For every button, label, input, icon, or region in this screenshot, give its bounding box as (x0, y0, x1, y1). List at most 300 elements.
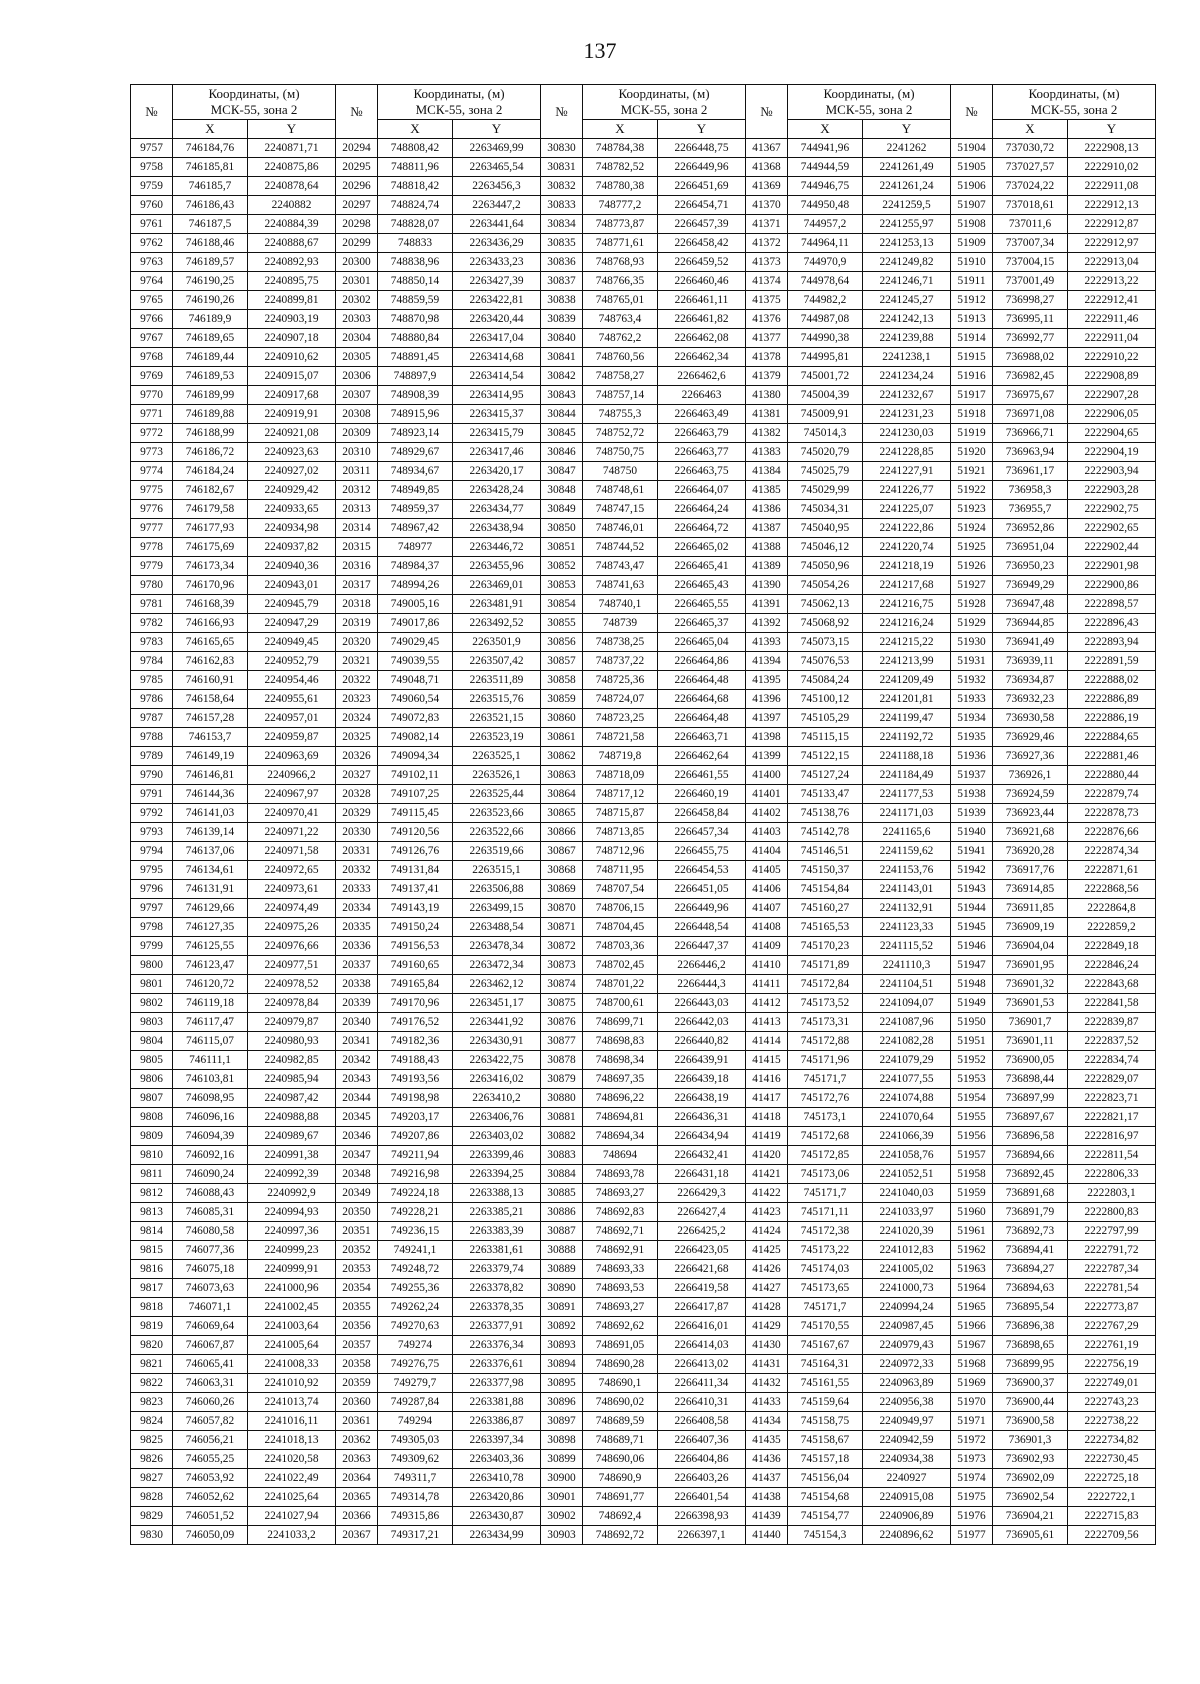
x-coordinate-cell: 748691,77 (583, 1488, 658, 1507)
y-coordinate-cell: 2240882 (248, 196, 336, 215)
point-number-cell: 9796 (131, 880, 173, 899)
x-coordinate-cell: 736926,1 (993, 766, 1068, 785)
x-coordinate-cell: 737001,49 (993, 272, 1068, 291)
header-y: Y (863, 120, 951, 139)
y-coordinate-cell: 2222880,44 (1068, 766, 1156, 785)
x-coordinate-cell: 746190,25 (173, 272, 248, 291)
table-row (131, 1374, 1156, 1393)
x-coordinate-cell: 748737,22 (583, 652, 658, 671)
header-row-xy (131, 120, 1156, 139)
point-number-cell: 30834 (541, 215, 583, 234)
table-row (131, 139, 1156, 158)
point-number-cell: 30860 (541, 709, 583, 728)
x-coordinate-cell: 736892,45 (993, 1165, 1068, 1184)
point-number-cell: 30841 (541, 348, 583, 367)
y-coordinate-cell: 2266458,42 (658, 234, 746, 253)
point-number-cell: 30842 (541, 367, 583, 386)
point-number-cell: 30854 (541, 595, 583, 614)
x-coordinate-cell: 745170,23 (788, 937, 863, 956)
y-coordinate-cell: 2222864,8 (1068, 899, 1156, 918)
y-coordinate-cell: 2266442,03 (658, 1013, 746, 1032)
point-number-cell: 9827 (131, 1469, 173, 1488)
y-coordinate-cell: 2240892,93 (248, 253, 336, 272)
point-number-cell: 20344 (336, 1089, 378, 1108)
point-number-cell: 41397 (746, 709, 788, 728)
point-number-cell: 51955 (951, 1108, 993, 1127)
point-number-cell: 20330 (336, 823, 378, 842)
y-coordinate-cell: 2263525,1 (453, 747, 541, 766)
table-row (131, 367, 1156, 386)
point-number-cell: 20314 (336, 519, 378, 538)
x-coordinate-cell: 749107,25 (378, 785, 453, 804)
point-number-cell: 20313 (336, 500, 378, 519)
y-coordinate-cell: 2263469,01 (453, 576, 541, 595)
x-coordinate-cell: 736894,27 (993, 1260, 1068, 1279)
y-coordinate-cell: 2240987,45 (863, 1317, 951, 1336)
point-number-cell: 9758 (131, 158, 173, 177)
point-number-cell: 41436 (746, 1450, 788, 1469)
point-number-cell: 9781 (131, 595, 173, 614)
x-coordinate-cell: 748746,01 (583, 519, 658, 538)
x-coordinate-cell: 736900,58 (993, 1412, 1068, 1431)
point-number-cell: 9788 (131, 728, 173, 747)
x-coordinate-cell: 746182,67 (173, 481, 248, 500)
x-coordinate-cell: 748777,2 (583, 196, 658, 215)
y-coordinate-cell: 2266465,41 (658, 557, 746, 576)
x-coordinate-cell: 745171,7 (788, 1070, 863, 1089)
point-number-cell: 51966 (951, 1317, 993, 1336)
y-coordinate-cell: 2266438,19 (658, 1089, 746, 1108)
point-number-cell: 30848 (541, 481, 583, 500)
point-number-cell: 51908 (951, 215, 993, 234)
x-coordinate-cell: 748693,27 (583, 1184, 658, 1203)
x-coordinate-cell: 748724,07 (583, 690, 658, 709)
y-coordinate-cell: 2222879,74 (1068, 785, 1156, 804)
point-number-cell: 9778 (131, 538, 173, 557)
point-number-cell: 20364 (336, 1469, 378, 1488)
x-coordinate-cell: 746146,81 (173, 766, 248, 785)
x-coordinate-cell: 736934,87 (993, 671, 1068, 690)
table-row (131, 1507, 1156, 1526)
point-number-cell: 30892 (541, 1317, 583, 1336)
x-coordinate-cell: 745173,31 (788, 1013, 863, 1032)
y-coordinate-cell: 2240915,08 (863, 1488, 951, 1507)
point-number-cell: 20343 (336, 1070, 378, 1089)
y-coordinate-cell: 2241259,5 (863, 196, 951, 215)
point-number-cell: 9776 (131, 500, 173, 519)
table-row (131, 1298, 1156, 1317)
header-coordinates-system: МСК-55, зона 2 (210, 102, 298, 117)
x-coordinate-cell: 748762,2 (583, 329, 658, 348)
point-number-cell: 9826 (131, 1450, 173, 1469)
point-number-cell: 41440 (746, 1526, 788, 1545)
y-coordinate-cell: 2240871,71 (248, 139, 336, 158)
point-number-cell: 41393 (746, 633, 788, 652)
y-coordinate-cell: 2263417,04 (453, 329, 541, 348)
x-coordinate-cell: 746168,39 (173, 595, 248, 614)
y-coordinate-cell: 2263415,37 (453, 405, 541, 424)
y-coordinate-cell: 2240910,62 (248, 348, 336, 367)
x-coordinate-cell: 748718,09 (583, 766, 658, 785)
point-number-cell: 41396 (746, 690, 788, 709)
x-coordinate-cell: 736975,67 (993, 386, 1068, 405)
point-number-cell: 9810 (131, 1146, 173, 1165)
x-coordinate-cell: 748780,38 (583, 177, 658, 196)
x-coordinate-cell: 737030,72 (993, 139, 1068, 158)
y-coordinate-cell: 2222912,41 (1068, 291, 1156, 310)
y-coordinate-cell: 2241216,24 (863, 614, 951, 633)
y-coordinate-cell: 2240927 (863, 1469, 951, 1488)
y-coordinate-cell: 2222837,52 (1068, 1032, 1156, 1051)
point-number-cell: 20310 (336, 443, 378, 462)
x-coordinate-cell: 744995,81 (788, 348, 863, 367)
x-coordinate-cell: 748784,38 (583, 139, 658, 158)
point-number-cell: 51934 (951, 709, 993, 728)
point-number-cell: 41427 (746, 1279, 788, 1298)
x-coordinate-cell: 746111,1 (173, 1051, 248, 1070)
point-number-cell: 30857 (541, 652, 583, 671)
x-coordinate-cell: 746173,34 (173, 557, 248, 576)
point-number-cell: 51974 (951, 1469, 993, 1488)
point-number-cell: 9815 (131, 1241, 173, 1260)
y-coordinate-cell: 2240954,46 (248, 671, 336, 690)
table-row (131, 576, 1156, 595)
y-coordinate-cell: 2222901,98 (1068, 557, 1156, 576)
x-coordinate-cell: 745156,04 (788, 1469, 863, 1488)
point-number-cell: 20297 (336, 196, 378, 215)
table-row (131, 500, 1156, 519)
y-coordinate-cell: 2266398,93 (658, 1507, 746, 1526)
point-number-cell: 41424 (746, 1222, 788, 1241)
y-coordinate-cell: 2263381,88 (453, 1393, 541, 1412)
y-coordinate-cell: 2263378,35 (453, 1298, 541, 1317)
y-coordinate-cell: 2266434,94 (658, 1127, 746, 1146)
header-y: Y (1068, 120, 1156, 139)
point-number-cell: 20328 (336, 785, 378, 804)
point-number-cell: 9760 (131, 196, 173, 215)
table-row (131, 1032, 1156, 1051)
y-coordinate-cell: 2263385,21 (453, 1203, 541, 1222)
x-coordinate-cell: 744964,11 (788, 234, 863, 253)
y-coordinate-cell: 2222871,61 (1068, 861, 1156, 880)
point-number-cell: 9830 (131, 1526, 173, 1545)
point-number-cell: 9786 (131, 690, 173, 709)
point-number-cell: 30889 (541, 1260, 583, 1279)
x-coordinate-cell: 745172,38 (788, 1222, 863, 1241)
x-coordinate-cell: 745084,24 (788, 671, 863, 690)
x-coordinate-cell: 748692,4 (583, 1507, 658, 1526)
point-number-cell: 51976 (951, 1507, 993, 1526)
point-number-cell: 20342 (336, 1051, 378, 1070)
x-coordinate-cell: 746177,93 (173, 519, 248, 538)
point-number-cell: 9800 (131, 956, 173, 975)
point-number-cell: 30881 (541, 1108, 583, 1127)
x-coordinate-cell: 748694,81 (583, 1108, 658, 1127)
point-number-cell: 30866 (541, 823, 583, 842)
y-coordinate-cell: 2241220,74 (863, 538, 951, 557)
x-coordinate-cell: 745154,77 (788, 1507, 863, 1526)
point-number-cell: 20296 (336, 177, 378, 196)
y-coordinate-cell: 2263446,72 (453, 538, 541, 557)
table-row (131, 1146, 1156, 1165)
y-coordinate-cell: 2241016,11 (248, 1412, 336, 1431)
y-coordinate-cell: 2241261,49 (863, 158, 951, 177)
y-coordinate-cell: 2266454,71 (658, 196, 746, 215)
y-coordinate-cell: 2241213,99 (863, 652, 951, 671)
y-coordinate-cell: 2222906,05 (1068, 405, 1156, 424)
x-coordinate-cell: 745171,89 (788, 956, 863, 975)
point-number-cell: 30850 (541, 519, 583, 538)
y-coordinate-cell: 2240921,08 (248, 424, 336, 443)
x-coordinate-cell: 748752,72 (583, 424, 658, 443)
x-coordinate-cell: 748758,27 (583, 367, 658, 386)
y-coordinate-cell: 2241005,02 (863, 1260, 951, 1279)
x-coordinate-cell: 746094,39 (173, 1127, 248, 1146)
y-coordinate-cell: 2241000,73 (863, 1279, 951, 1298)
y-coordinate-cell: 2240896,62 (863, 1526, 951, 1545)
x-coordinate-cell: 748949,85 (378, 481, 453, 500)
x-coordinate-cell: 737011,6 (993, 215, 1068, 234)
y-coordinate-cell: 2222912,97 (1068, 234, 1156, 253)
y-coordinate-cell: 2241010,92 (248, 1374, 336, 1393)
point-number-cell: 20335 (336, 918, 378, 937)
y-coordinate-cell: 2266463,79 (658, 424, 746, 443)
y-coordinate-cell: 2222806,33 (1068, 1165, 1156, 1184)
y-coordinate-cell: 2222834,74 (1068, 1051, 1156, 1070)
header-x: X (583, 120, 658, 139)
table-row (131, 196, 1156, 215)
y-coordinate-cell: 2263515,1 (453, 861, 541, 880)
point-number-cell: 20311 (336, 462, 378, 481)
y-coordinate-cell: 2263451,17 (453, 994, 541, 1013)
point-number-cell: 51969 (951, 1374, 993, 1393)
x-coordinate-cell: 736941,49 (993, 633, 1068, 652)
table-row (131, 1108, 1156, 1127)
x-coordinate-cell: 736902,09 (993, 1469, 1068, 1488)
table-row (131, 1488, 1156, 1507)
x-coordinate-cell: 748808,42 (378, 139, 453, 158)
y-coordinate-cell: 2266417,87 (658, 1298, 746, 1317)
point-number-cell: 20339 (336, 994, 378, 1013)
x-coordinate-cell: 745138,76 (788, 804, 863, 823)
point-number-cell: 41434 (746, 1412, 788, 1431)
x-coordinate-cell: 746125,55 (173, 937, 248, 956)
x-coordinate-cell: 745034,31 (788, 500, 863, 519)
y-coordinate-cell: 2266419,58 (658, 1279, 746, 1298)
table-row (131, 766, 1156, 785)
table-row (131, 234, 1156, 253)
x-coordinate-cell: 746160,91 (173, 671, 248, 690)
point-number-cell: 20348 (336, 1165, 378, 1184)
x-coordinate-cell: 736894,41 (993, 1241, 1068, 1260)
point-number-cell: 51918 (951, 405, 993, 424)
point-number-cell: 30833 (541, 196, 583, 215)
x-coordinate-cell: 736909,19 (993, 918, 1068, 937)
x-coordinate-cell: 746051,52 (173, 1507, 248, 1526)
table-row (131, 1317, 1156, 1336)
x-coordinate-cell: 748690,06 (583, 1450, 658, 1469)
point-number-cell: 20324 (336, 709, 378, 728)
y-coordinate-cell: 2240888,67 (248, 234, 336, 253)
x-coordinate-cell: 745068,92 (788, 614, 863, 633)
x-coordinate-cell: 748763,4 (583, 310, 658, 329)
x-coordinate-cell: 749228,21 (378, 1203, 453, 1222)
point-number-cell: 41428 (746, 1298, 788, 1317)
x-coordinate-cell: 736902,54 (993, 1488, 1068, 1507)
x-coordinate-cell: 748766,35 (583, 272, 658, 291)
table-row (131, 1222, 1156, 1241)
y-coordinate-cell: 2263406,76 (453, 1108, 541, 1127)
x-coordinate-cell: 748693,53 (583, 1279, 658, 1298)
point-number-cell: 30903 (541, 1526, 583, 1545)
point-number-cell: 41430 (746, 1336, 788, 1355)
y-coordinate-cell: 2222829,07 (1068, 1070, 1156, 1089)
x-coordinate-cell: 748699,71 (583, 1013, 658, 1032)
point-number-cell: 9763 (131, 253, 173, 272)
header-coordinates-system: МСК-55, зона 2 (825, 102, 913, 117)
y-coordinate-cell: 2263469,99 (453, 139, 541, 158)
y-coordinate-cell: 2240903,19 (248, 310, 336, 329)
point-number-cell: 51962 (951, 1241, 993, 1260)
x-coordinate-cell: 736891,68 (993, 1184, 1068, 1203)
point-number-cell: 9820 (131, 1336, 173, 1355)
point-number-cell: 30855 (541, 614, 583, 633)
x-coordinate-cell: 745173,06 (788, 1165, 863, 1184)
table-row (131, 557, 1156, 576)
point-number-cell: 20331 (336, 842, 378, 861)
x-coordinate-cell: 745040,95 (788, 519, 863, 538)
y-coordinate-cell: 2240971,22 (248, 823, 336, 842)
x-coordinate-cell: 745004,39 (788, 386, 863, 405)
point-number-cell: 30845 (541, 424, 583, 443)
y-coordinate-cell: 2222878,73 (1068, 804, 1156, 823)
x-coordinate-cell: 736939,11 (993, 652, 1068, 671)
y-coordinate-cell: 2241070,64 (863, 1108, 951, 1127)
x-coordinate-cell: 746189,57 (173, 253, 248, 272)
y-coordinate-cell: 2241253,13 (863, 234, 951, 253)
point-number-cell: 51926 (951, 557, 993, 576)
x-coordinate-cell: 749102,11 (378, 766, 453, 785)
table-row (131, 1241, 1156, 1260)
point-number-cell: 51960 (951, 1203, 993, 1222)
point-number-cell: 30869 (541, 880, 583, 899)
y-coordinate-cell: 2263465,54 (453, 158, 541, 177)
point-number-cell: 30872 (541, 937, 583, 956)
x-coordinate-cell: 748701,22 (583, 975, 658, 994)
point-number-cell: 51968 (951, 1355, 993, 1374)
y-coordinate-cell: 2263519,66 (453, 842, 541, 861)
point-number-cell: 41388 (746, 538, 788, 557)
x-coordinate-cell: 748977 (378, 538, 453, 557)
y-coordinate-cell: 2263377,98 (453, 1374, 541, 1393)
y-coordinate-cell: 2241238,1 (863, 348, 951, 367)
y-coordinate-cell: 2241222,86 (863, 519, 951, 538)
y-coordinate-cell: 2241058,76 (863, 1146, 951, 1165)
y-coordinate-cell: 2266451,69 (658, 177, 746, 196)
point-number-cell: 41383 (746, 443, 788, 462)
header-coordinates-title: Координаты, (м) (1028, 86, 1120, 101)
x-coordinate-cell: 745158,75 (788, 1412, 863, 1431)
table-row (131, 1450, 1156, 1469)
point-number-cell: 9773 (131, 443, 173, 462)
point-number-cell: 41386 (746, 500, 788, 519)
x-coordinate-cell: 736896,38 (993, 1317, 1068, 1336)
point-number-cell: 9777 (131, 519, 173, 538)
point-number-cell: 9768 (131, 348, 173, 367)
point-number-cell: 20305 (336, 348, 378, 367)
y-coordinate-cell: 2266413,02 (658, 1355, 746, 1374)
y-coordinate-cell: 2266448,75 (658, 139, 746, 158)
x-coordinate-cell: 745046,12 (788, 538, 863, 557)
y-coordinate-cell: 2266414,03 (658, 1336, 746, 1355)
y-coordinate-cell: 2241255,97 (863, 215, 951, 234)
point-number-cell: 9809 (131, 1127, 173, 1146)
x-coordinate-cell: 748771,61 (583, 234, 658, 253)
x-coordinate-cell: 736917,76 (993, 861, 1068, 880)
x-coordinate-cell: 736901,95 (993, 956, 1068, 975)
x-coordinate-cell: 745014,3 (788, 424, 863, 443)
y-coordinate-cell: 2266403,26 (658, 1469, 746, 1488)
y-coordinate-cell: 2240978,84 (248, 994, 336, 1013)
y-coordinate-cell: 2266449,96 (658, 158, 746, 177)
y-coordinate-cell: 2241104,51 (863, 975, 951, 994)
point-number-cell: 41391 (746, 595, 788, 614)
x-coordinate-cell: 746190,26 (173, 291, 248, 310)
y-coordinate-cell: 2266423,05 (658, 1241, 746, 1260)
table-row (131, 424, 1156, 443)
x-coordinate-cell: 748694,34 (583, 1127, 658, 1146)
y-coordinate-cell: 2263416,02 (453, 1070, 541, 1089)
table-row (131, 519, 1156, 538)
point-number-cell: 51916 (951, 367, 993, 386)
x-coordinate-cell: 748692,91 (583, 1241, 658, 1260)
y-coordinate-cell: 2263506,88 (453, 880, 541, 899)
point-number-cell: 51950 (951, 1013, 993, 1032)
y-coordinate-cell: 2222791,72 (1068, 1241, 1156, 1260)
x-coordinate-cell: 746165,65 (173, 633, 248, 652)
y-coordinate-cell: 2241199,47 (863, 709, 951, 728)
x-coordinate-cell: 746134,61 (173, 861, 248, 880)
y-coordinate-cell: 2222903,94 (1068, 462, 1156, 481)
x-coordinate-cell: 736963,94 (993, 443, 1068, 462)
point-number-cell: 30890 (541, 1279, 583, 1298)
x-coordinate-cell: 745054,26 (788, 576, 863, 595)
header-number: № (541, 85, 583, 139)
y-coordinate-cell: 2240999,91 (248, 1260, 336, 1279)
point-number-cell: 9813 (131, 1203, 173, 1222)
x-coordinate-cell: 748692,72 (583, 1526, 658, 1545)
y-coordinate-cell: 2266461,55 (658, 766, 746, 785)
point-number-cell: 9787 (131, 709, 173, 728)
y-coordinate-cell: 2266461,82 (658, 310, 746, 329)
y-coordinate-cell: 2266458,84 (658, 804, 746, 823)
x-coordinate-cell: 748713,85 (583, 823, 658, 842)
y-coordinate-cell: 2266461,11 (658, 291, 746, 310)
point-number-cell: 30870 (541, 899, 583, 918)
point-number-cell: 51919 (951, 424, 993, 443)
x-coordinate-cell: 749314,78 (378, 1488, 453, 1507)
x-coordinate-cell: 736904,21 (993, 1507, 1068, 1526)
table-row (131, 462, 1156, 481)
point-number-cell: 30838 (541, 291, 583, 310)
y-coordinate-cell: 2241077,55 (863, 1070, 951, 1089)
point-number-cell: 9805 (131, 1051, 173, 1070)
point-number-cell: 41410 (746, 956, 788, 975)
table-row (131, 272, 1156, 291)
x-coordinate-cell: 737018,61 (993, 196, 1068, 215)
y-coordinate-cell: 2240985,94 (248, 1070, 336, 1089)
point-number-cell: 30839 (541, 310, 583, 329)
